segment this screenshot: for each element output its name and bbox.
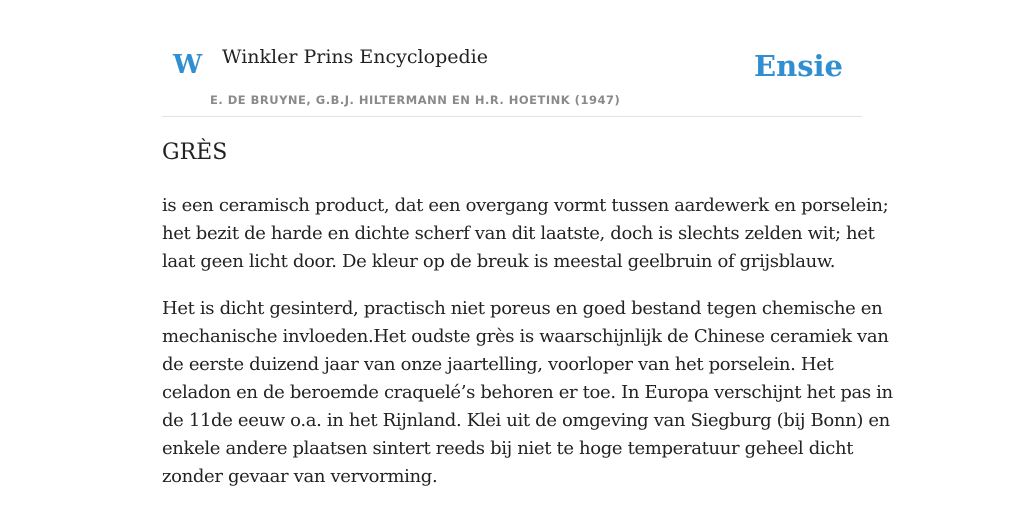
text-line: enkele andere plaatsen sintert reeds bij niet te hoge temperatuur geheel dicht — [162, 438, 854, 459]
text-line: laat geen licht door. De kleur op de breuk is meestal geelbruin of grijsblauw. — [162, 251, 836, 272]
text-line: de eerste duizend jaar van onze jaartelling, voorloper van het porselein. Het — [162, 354, 834, 375]
paragraph — [162, 192, 889, 276]
text-line: Het is dicht gesinterd, practisch niet poreus en goed bestand tegen chemische en — [162, 298, 883, 319]
entry-title: GRÈS — [162, 140, 228, 165]
text-line: de 11de eeuw o.a. in het Rijnland. Klei uit de omgeving van Siegburg (bij Bonn) en — [162, 410, 890, 431]
ensie-logo[interactable]: Ensie — [754, 49, 843, 83]
text-line: celadon en de beroemde craquelé’s behoren er toe. In Europa verschijnt het pas in — [162, 382, 893, 403]
encyclopedia-title[interactable]: Winkler Prins Encyclopedie — [222, 46, 488, 68]
paragraph — [162, 295, 893, 491]
text-line: het bezit de harde en dichte scherf van dit laatste, doch is slechts zelden wit; het — [162, 223, 875, 244]
text-line: is een ceramisch product, dat een overgang vormt tussen aardewerk en porselein; — [162, 195, 889, 216]
winkler-prins-logo[interactable]: W — [173, 50, 203, 80]
text-line: zonder gevaar van vervorming. — [162, 466, 438, 487]
site-header — [162, 40, 862, 117]
text-line: mechanische invloeden.Het oudste grès is waarschijnlijk de Chinese ceramiek van — [162, 326, 889, 347]
authors-line: E. DE BRUYNE, G.B.J. HILTERMANN EN H.R. HOETINK (1947) — [210, 93, 621, 107]
entry-body — [162, 192, 893, 510]
